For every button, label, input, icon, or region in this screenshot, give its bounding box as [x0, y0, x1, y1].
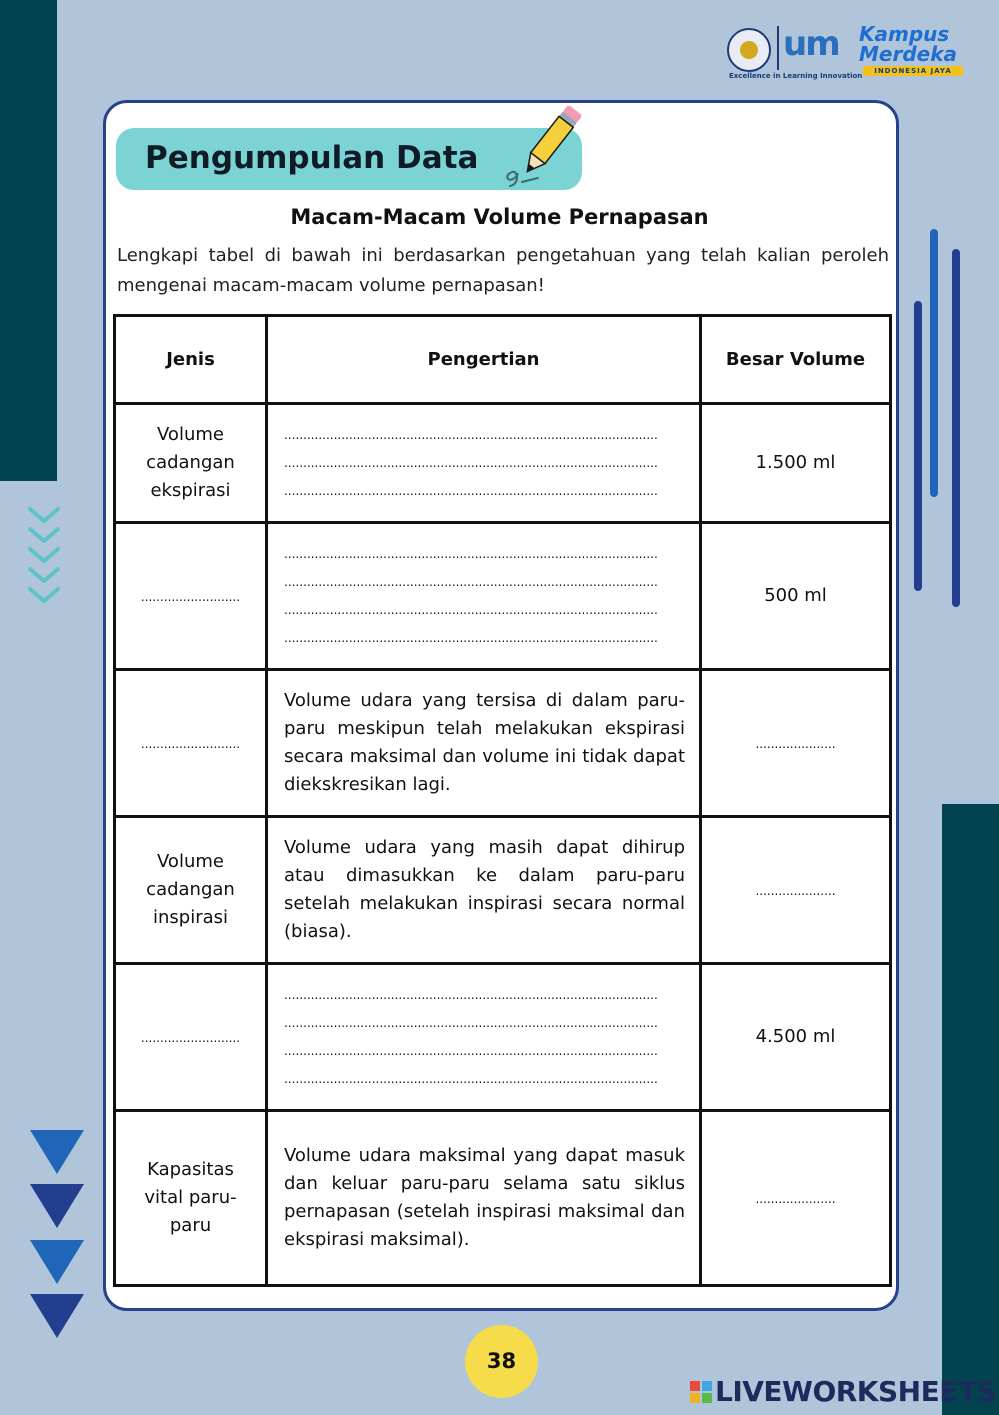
besar-volume-answer-field[interactable]: ..................... [701, 670, 891, 817]
jenis-cell: Volume cadangan ekspirasi [115, 404, 267, 523]
table-row [115, 1111, 891, 1286]
um-logo-text: um [783, 24, 839, 64]
right-teal-band [942, 804, 999, 1415]
header-besar-volume: Besar Volume [701, 316, 891, 404]
left-teal-band [0, 0, 57, 481]
chevron-decoration-icon [28, 505, 60, 611]
triangle-decoration-icon [30, 1128, 86, 1343]
header-pengertian: Pengertian [267, 316, 701, 404]
jenis-cell: Kapasitas vital paru-paru [115, 1111, 267, 1286]
pengertian-answer-field[interactable]: .................................................................................................. .................................................................................................. .................................................................................................. [267, 404, 701, 523]
pengertian-cell: Volume udara yang tersisa di dalam paru-paru meskipun telah melakukan ekspirasi secara maksimal dan volume ini tidak dapat diekskresikan lagi. [267, 670, 701, 817]
instruction-text: Lengkapi tabel di bawah ini berdasarkan pengetahuan yang telah kalian peroleh mengenai macam-macam volume pernapasan! [117, 245, 889, 296]
table-header-row [115, 316, 891, 404]
logo-tagline: Excellence in Learning Innovation [729, 72, 863, 80]
jenis-answer-field[interactable]: .......................... [115, 523, 267, 670]
table-row [115, 670, 891, 817]
table-row [115, 404, 891, 523]
section-subtitle: Macam-Macam Volume Pernapasan [290, 205, 709, 229]
watermark-text: LIVEWORKSHEETS [715, 1375, 997, 1408]
table-row [115, 964, 891, 1111]
pengertian-cell: Volume udara yang masih dapat dihirup atau dimasukkan ke dalam paru-paru setelah melakukan inspirasi secara normal (biasa). [267, 817, 701, 964]
jenis-answer-field[interactable]: .......................... [115, 964, 267, 1111]
kampus-merdeka-logo [727, 24, 972, 86]
besar-volume-cell: 4.500 ml [701, 964, 891, 1111]
pengertian-answer-field[interactable]: .................................................................................................. .................................................................................................. .................................................................................................. .................................................................................................. [267, 964, 701, 1111]
jenis-answer-field[interactable]: .......................... [115, 670, 267, 817]
besar-volume-answer-field[interactable]: ..................... [701, 817, 891, 964]
logo-indonesia-jaya: INDONESIA JAYA [863, 66, 963, 76]
respiratory-volume-table [113, 314, 892, 1287]
university-seal-icon [727, 28, 771, 72]
pencil-icon [498, 100, 598, 192]
logo-merdeka-text: Merdeka [859, 42, 958, 66]
table-row [115, 817, 891, 964]
blue-bars-decoration-icon [910, 225, 970, 615]
liveworksheets-watermark [690, 1375, 996, 1408]
header-jenis: Jenis [115, 316, 267, 404]
table-row [115, 523, 891, 670]
besar-volume-cell: 500 ml [701, 523, 891, 670]
liveworksheets-logo-icon [690, 1381, 712, 1403]
page-number: 38 [465, 1325, 538, 1398]
besar-volume-cell: 1.500 ml [701, 404, 891, 523]
jenis-cell: Volume cadangan inspirasi [115, 817, 267, 964]
pengertian-answer-field[interactable]: .................................................................................................. .................................................................................................. .................................................................................................. .................................................................................................. [267, 523, 701, 670]
besar-volume-answer-field[interactable]: ..................... [701, 1111, 891, 1286]
pengertian-cell: Volume udara maksimal yang dapat masuk dan keluar paru-paru selama satu siklus pernapasan (setelah inspirasi maksimal dan ekspirasi maksimal). [267, 1111, 701, 1286]
page-title: Pengumpulan Data [145, 140, 479, 176]
logo-kampus-text: Kampus [859, 22, 950, 46]
